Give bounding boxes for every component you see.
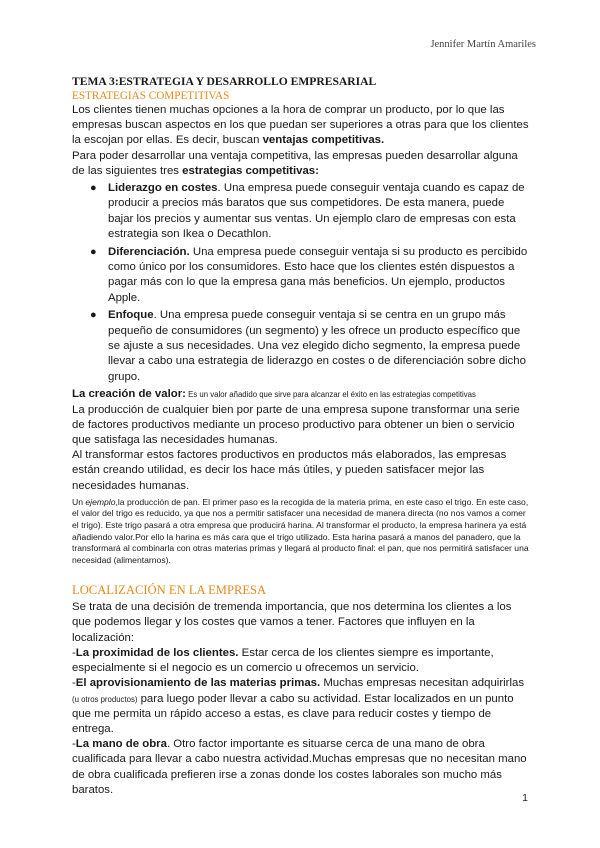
strategy-term: Diferenciación.	[108, 245, 190, 258]
location-intro: Se trata de una decisión de tremenda importancia, que nos determina los clientes a los que podemos llegar y los costes que vamos a tener. Factores que influyen en la localización:	[72, 601, 512, 644]
value-paragraph-1: La producción de cualquier bien por parte de una empresa supone transformar una serie de factores productivos mediante un proceso productivo para obtener un bien o servicio que satisfaga las necesidades humanas.	[72, 403, 520, 446]
factor-prefix: -	[72, 738, 76, 751]
intro-bold: ventajas competitivas.	[262, 134, 385, 147]
value-paragraph-2: Al transformar estos factores productivos en productos más elaborados, las empresas están creando utilidad, es decir los hace más útiles, y pueden satisfacer mejor las necesidades humanas.	[72, 449, 507, 492]
page-content	[72, 74, 532, 798]
intro2-bold: estrategias competitivas:	[182, 164, 319, 177]
section-heading-competitive: ESTRATEGIAS COMPETITIVAS	[72, 90, 230, 102]
list-item	[72, 181, 532, 243]
factor-prefix: -	[72, 677, 76, 690]
factor-text: Muchas empresas necesitan adquirirlas	[320, 677, 525, 690]
header-author: Jennifer Martín Amariles	[430, 39, 536, 50]
intro-text: Los clientes tienen muchas opciones a la hora de comprar un producto, por lo que las empresas buscan aspectos en los que puedan ser superiores a otras para que los clientes la escojan por ellas. Es decir, buscan	[72, 104, 529, 147]
example-italic: ejemplo	[85, 496, 116, 507]
strategy-term: Liderazgo en costes	[108, 182, 218, 195]
factor-item	[72, 737, 532, 798]
bullet-icon: ●	[90, 309, 97, 322]
strategy-list	[72, 181, 532, 385]
strategy-text: . Una empresa puede conseguir ventaja cuando es capaz de producir a precios más baratos que sus competidores. De esta manera, puede bajar los precios y aumentar sus ventas. Un ejemplo claro de empresas con esta estrategia son Ikea o Decathlon.	[108, 182, 525, 241]
factor-term: La proximidad de los clientes.	[75, 646, 239, 659]
section-heading-location: LOCALIZACIÓN EN LA EMPRESA	[72, 583, 267, 598]
value-label-note: Es un valor añadido que sirve para alcanzar el éxito en las estrategias competitivas	[185, 390, 476, 400]
strategy-text: . Una empresa puede conseguir ventaja si se centra en un grupo más pequeño de consumidores (un segmento) y les ofrece un producto específico que se ajuste a sus necesidades. Una vez elegido dicho segmento, la empresa puede llevar a cabo una estrategia de liderazgo en costes o de diferenciación sobre dicho grupo.	[108, 309, 526, 383]
factor-text: Estar cerca de los clientes siempre es importante, especialmente si el negocio es un comercio u ofrecemos un servicio.	[72, 646, 494, 675]
intro-paragraph	[72, 103, 532, 149]
factor-item	[72, 676, 532, 737]
factor-term: El aprovisionamiento de las materias primas.	[75, 677, 321, 690]
factor-text-continued: para luego poder llevar a cabo su actividad. Estar localizados en un punto que me permita un rápido acceso a estas, es clave para reducir costes y tiempo de entrega.	[72, 692, 514, 735]
factor-text: . Otro factor importante es situarse cerca de una mano de obra cualificada para llevar a cabo nuestra actividad.Muchas empresas que no necesitan mano de obra cualificada prefieren irse a zonas donde los costes laborales son mucho más baratos.	[72, 738, 527, 796]
factor-note: (u otros productos)	[72, 694, 138, 704]
strategy-term: Enfoque	[108, 309, 154, 322]
page-number: 1	[522, 792, 528, 804]
intro2-paragraph	[72, 149, 532, 179]
bullet-icon: ●	[90, 182, 97, 195]
intro2-text: Para poder desarrollar una ventaja competitiva, las empresas pueden desarrollar alguna de las siguientes tres	[72, 149, 518, 177]
document-title: TEMA 3:ESTRATEGIA Y DESARROLLO EMPRESARIAL	[72, 75, 377, 88]
factor-prefix: -	[72, 646, 76, 659]
value-label: La creación de valor:	[72, 388, 186, 401]
list-item	[72, 308, 532, 385]
example-paragraph	[72, 497, 532, 567]
list-item	[72, 245, 532, 307]
bullet-icon: ●	[90, 245, 97, 258]
example-text: ,la producción de pan. El primer paso es la recogida de la materia prima, en este caso el trigo. En este caso, el valor del trigo es reducido, ya que nos a permitir satisfacer una necesidad de manera directa (no nos vamos a comer el trigo). Este trigo pasará a otra empresa que producirá harina. Al transformar el producto, la empresa harinera ya está añadiendo valor.Por ello la harina es más cara que el trigo utilizado. Esta harina pasará a manos del panadero, que la transformará al combinarla con otras materias primas y llegará al producto final: el pan, que nos permitirá satisfacer una necesidad (alimentarnos).	[72, 496, 529, 565]
value-heading-line	[72, 387, 532, 402]
strategy-text: Una empresa puede conseguir ventaja si su producto es percibido como único por los consumidores. Esto hace que los clientes estén dispuestos a pagar más con lo que la empresa gana más beneficios. Un ejemplo, productos Apple.	[108, 245, 528, 304]
example-prefix: Un	[72, 496, 86, 507]
factor-item	[72, 646, 532, 676]
factor-term: La mano de obra	[75, 738, 167, 751]
